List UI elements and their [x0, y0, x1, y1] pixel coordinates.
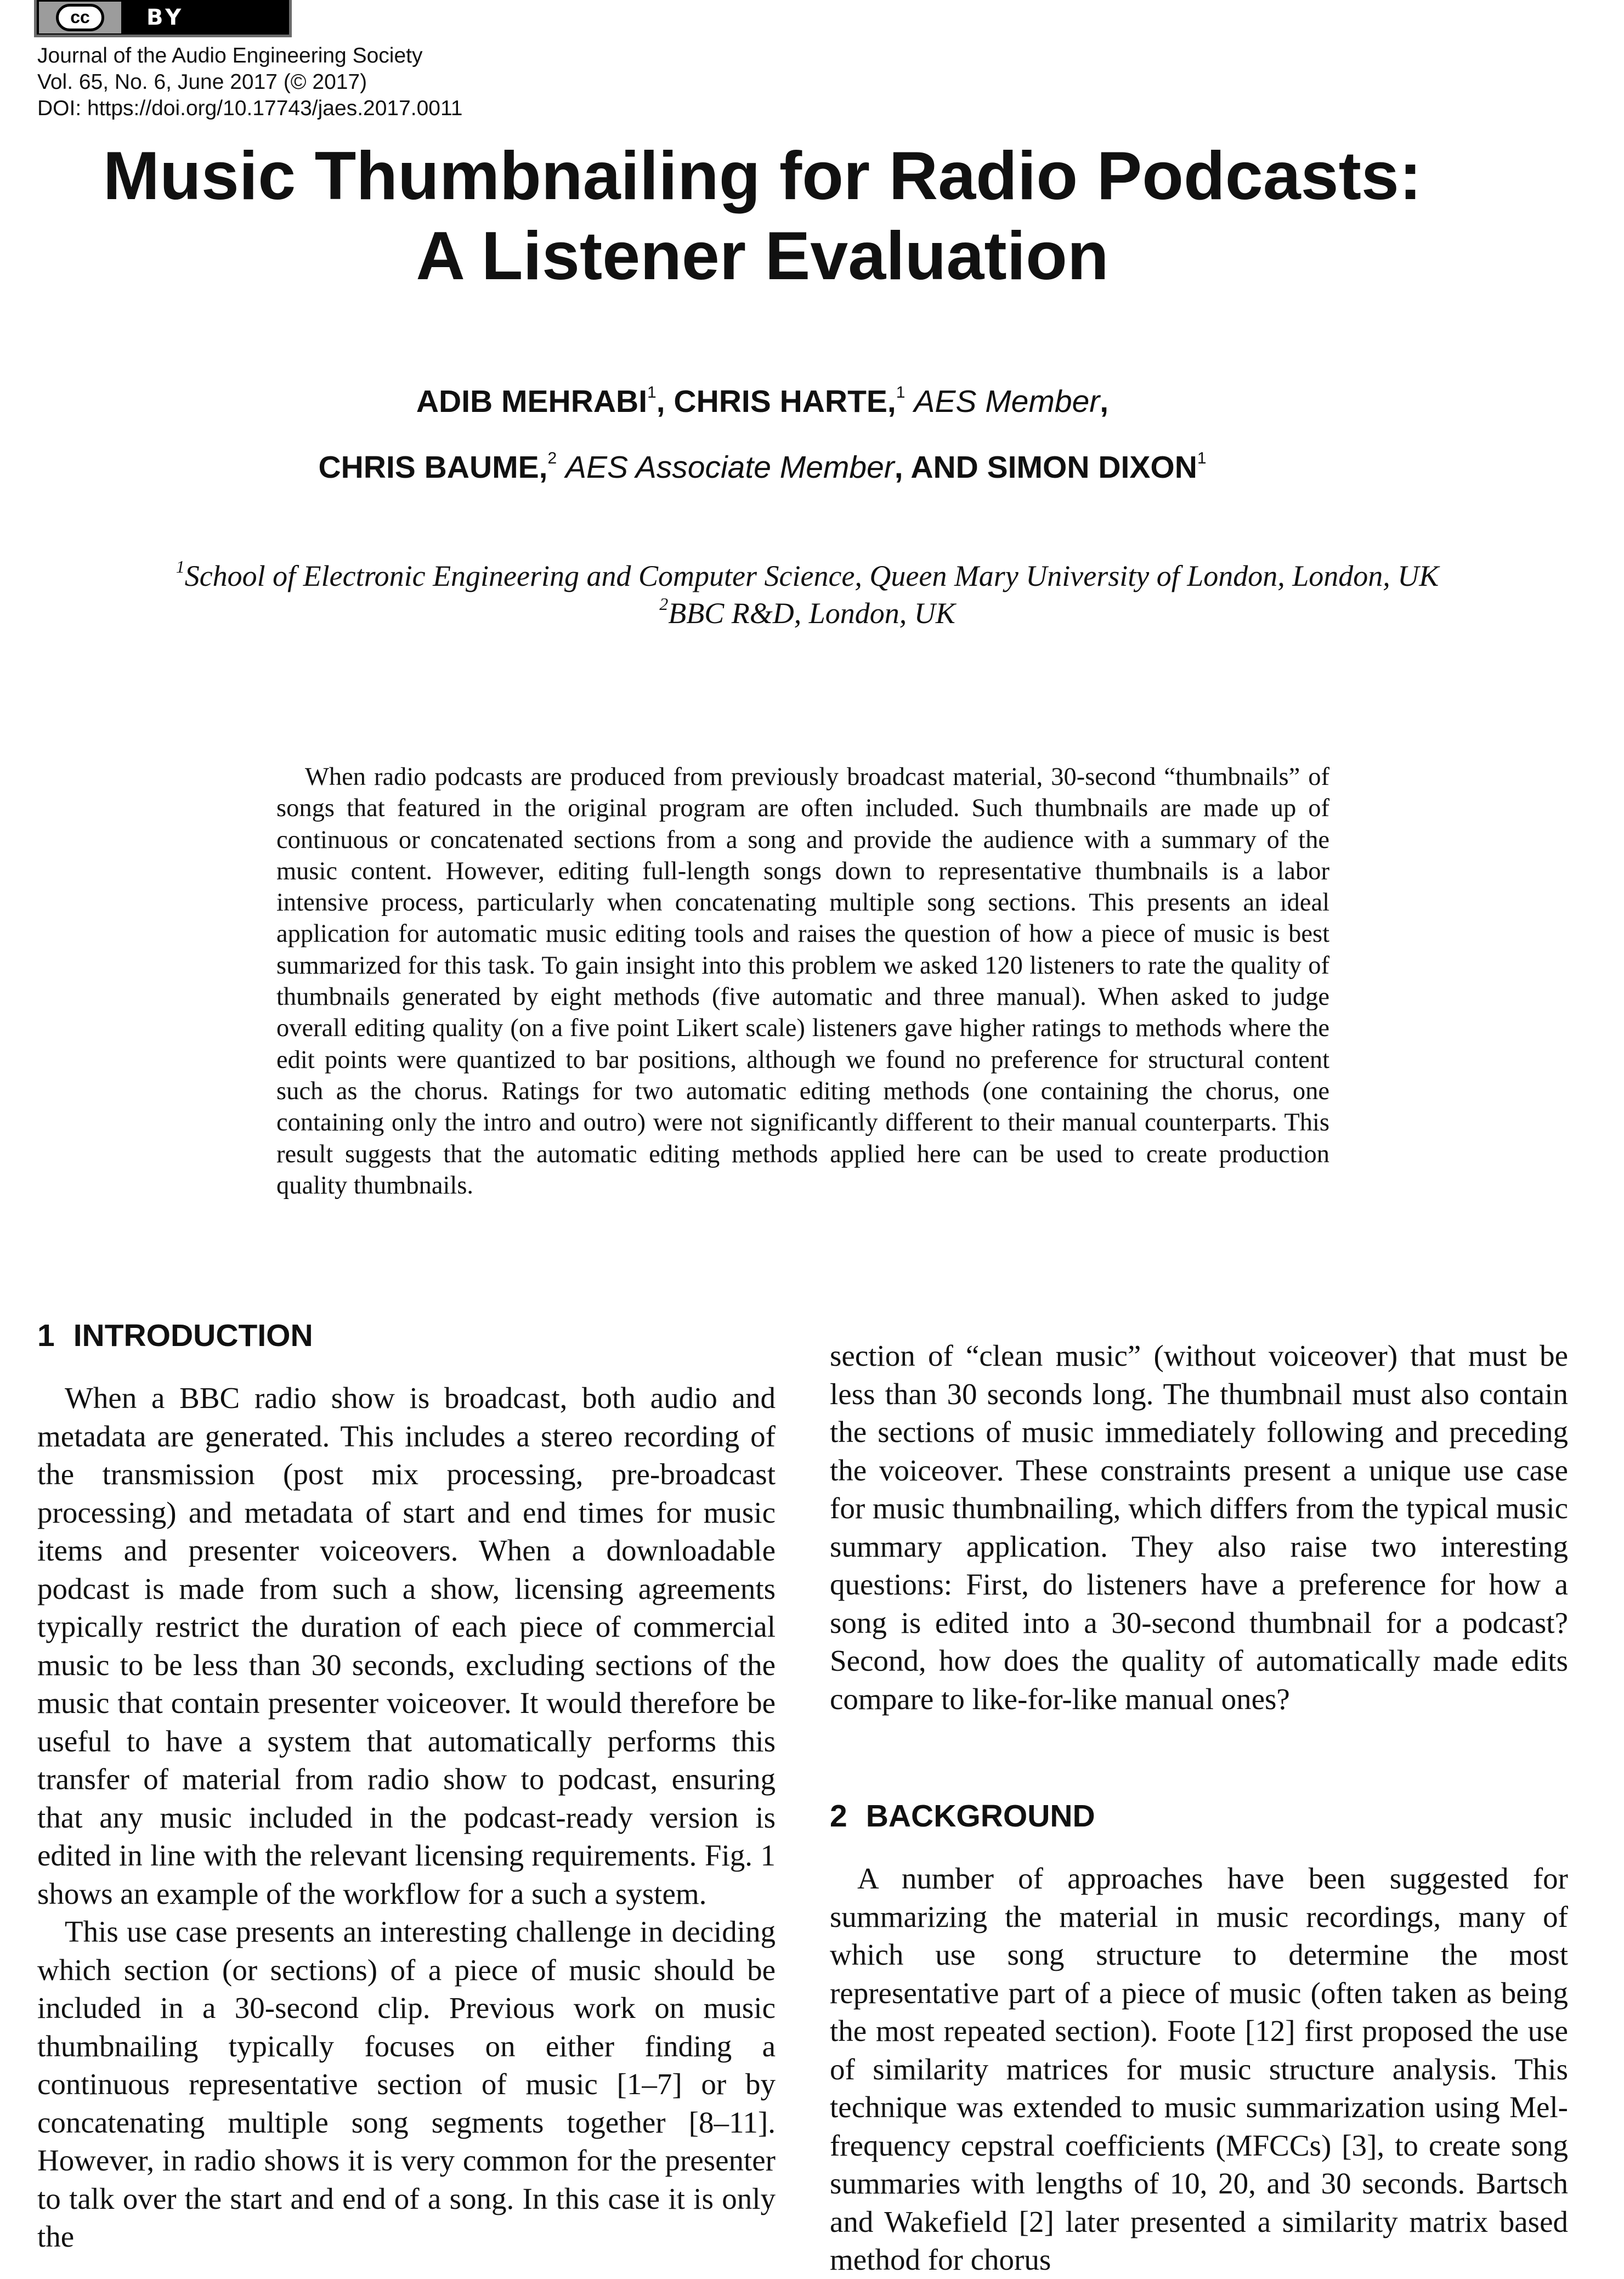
author-affil-sup: 2 — [547, 449, 557, 467]
author-separator: , — [1100, 384, 1109, 419]
affiliation-text: School of Electronic Engineering and Computer Science, Queen Mary University of London, London, UK — [184, 559, 1439, 592]
cc-icon: cc — [56, 4, 104, 31]
paragraph: This use case presents an interesting challenge in deciding which section (or sections) of a piece of music should be included in a 30-second clip. Previous work on music thumbnailing typically focuses on either finding a continuous representative section of music [1–7] or by concatenating multiple song segments together [8–11]. However, in radio shows it is very common for the presenter to talk over the start and end of a song. In this case it is only the — [37, 1915, 776, 2253]
right-column — [830, 1337, 1568, 2279]
affiliation-sup: 1 — [176, 557, 185, 576]
author-harte: CHRIS HARTE, — [674, 384, 896, 419]
affiliation-sup: 2 — [659, 594, 669, 614]
author-baume: CHRIS BAUME, — [318, 450, 548, 485]
title-line-2: A Listener Evaluation — [416, 218, 1109, 294]
author-separator: , — [656, 384, 665, 419]
section-number: 2 — [830, 1799, 847, 1834]
section-heading-background — [830, 1797, 1568, 1835]
section-heading-introduction — [37, 1316, 776, 1355]
abstract: When radio podcasts are produced from previously broadcast material, 30-second “thumbnails” of songs that featured in the original program are often included. Such thumbnails are made up of continuous or concatenated sections from a song and provide the audience with a summary of the music content. However, editing full-length songs down to representative thumbnails is a labor intensive process, particularly when concatenating multiple song sections. This presents an ideal application for automatic music editing tools and raises the question of how a piece of music is best summarized for this task. To gain insight into this problem we asked 120 listeners to rate the quality of thumbnails generated by eight methods (five automatic and three manual). When asked to judge overall editing quality (on a five point Likert scale) listeners gave higher ratings to methods where the edit points were quantized to bar positions, although we found no preference for structural content such as the chorus. Ratings for two automatic editing methods (one containing the chorus, one containing only the intro and outro) were not significantly different to their manual counterparts. This result suggests that the automatic editing methods applied here can be used to create production quality thumbnails. — [276, 763, 1329, 1200]
left-column — [37, 1316, 776, 2256]
cc-logo — [39, 2, 121, 33]
section-title: INTRODUCTION — [73, 1318, 313, 1353]
author-mehrabi: ADIB MEHRABI — [416, 384, 648, 419]
paragraph: When a BBC radio show is broadcast, both audio and metadata are generated. This includes a stereo recording of the transmission (post mix processing, pre-broadcast processing) and metadata of start and end times for music items and presenter voiceovers. When a downloadable podcast is made from such a show, licensing agreements typically restrict the duration of each piece of commercial music to be less than 30 seconds, excluding sections of the music that contain presenter voiceover. It would therefore be useful to have a system that automatically performs this transfer of material from radio show to podcast, ensuring that any music included in the podcast-ready version is edited in line with the relevant licensing requirements. Fig. 1 shows an example of the workflow for a such a system. — [37, 1381, 776, 1910]
journal-name: Journal of the Audio Engineering Society — [37, 44, 423, 67]
author-affil-sup: 1 — [647, 383, 657, 401]
journal-doi: DOI: https://doi.org/10.17743/jaes.2017.0011 — [37, 97, 463, 120]
cc-by-license-badge — [34, 0, 292, 37]
paragraph: A number of approaches have been suggested for summarizing the material in music recordings, many of which use song structure to determine the most representative part of a piece of music (often taken as being the most repeated section). Foote [12] first proposed the use of similarity matrices for music structure analysis. This technique was extended to music summarization using Mel-frequency cepstral coefficients (MFCCs) [3], to create song summaries with lengths of 10, 20, and 30 seconds. Bartsch and Wakefield [2] later presented a similarity matrix based method for chorus — [830, 1862, 1568, 2276]
author-role: AES Member — [914, 384, 1100, 419]
authors-line-2 — [0, 448, 1525, 487]
journal-volume: Vol. 65, No. 6, June 2017 (© 2017) — [37, 70, 367, 94]
author-role: AES Associate Member — [565, 450, 895, 485]
affiliation-1 — [0, 557, 1615, 595]
author-dixon: , AND SIMON DIXON — [894, 450, 1197, 485]
journal-info — [37, 43, 463, 122]
author-affil-sup: 1 — [1197, 449, 1207, 467]
author-affil-sup: 1 — [896, 383, 906, 401]
authors-line-1 — [0, 382, 1525, 421]
affiliation-2 — [0, 595, 1615, 632]
title-line-1: Music Thumbnailing for Radio Podcasts: — [103, 138, 1422, 214]
paper-title — [0, 136, 1525, 296]
by-label: BY — [146, 4, 185, 30]
paragraph: section of “clean music” (without voiceover) that must be less than 30 seconds long. The thumbnail must also contain the sections of music immediately following and preceding the voiceover. These constraints present a unique use case for music thumbnailing, which differs from the typical music summary application. They also raise two interesting questions: First, do listeners have a preference for how a song is edited into a 30-second thumbnail for a podcast? Second, how does the quality of automatically made edits compare to like-for-like manual ones? — [830, 1339, 1568, 1716]
section-title: BACKGROUND — [865, 1799, 1095, 1834]
section-number: 1 — [37, 1318, 55, 1353]
affiliation-text: BBC R&D, London, UK — [668, 597, 955, 630]
